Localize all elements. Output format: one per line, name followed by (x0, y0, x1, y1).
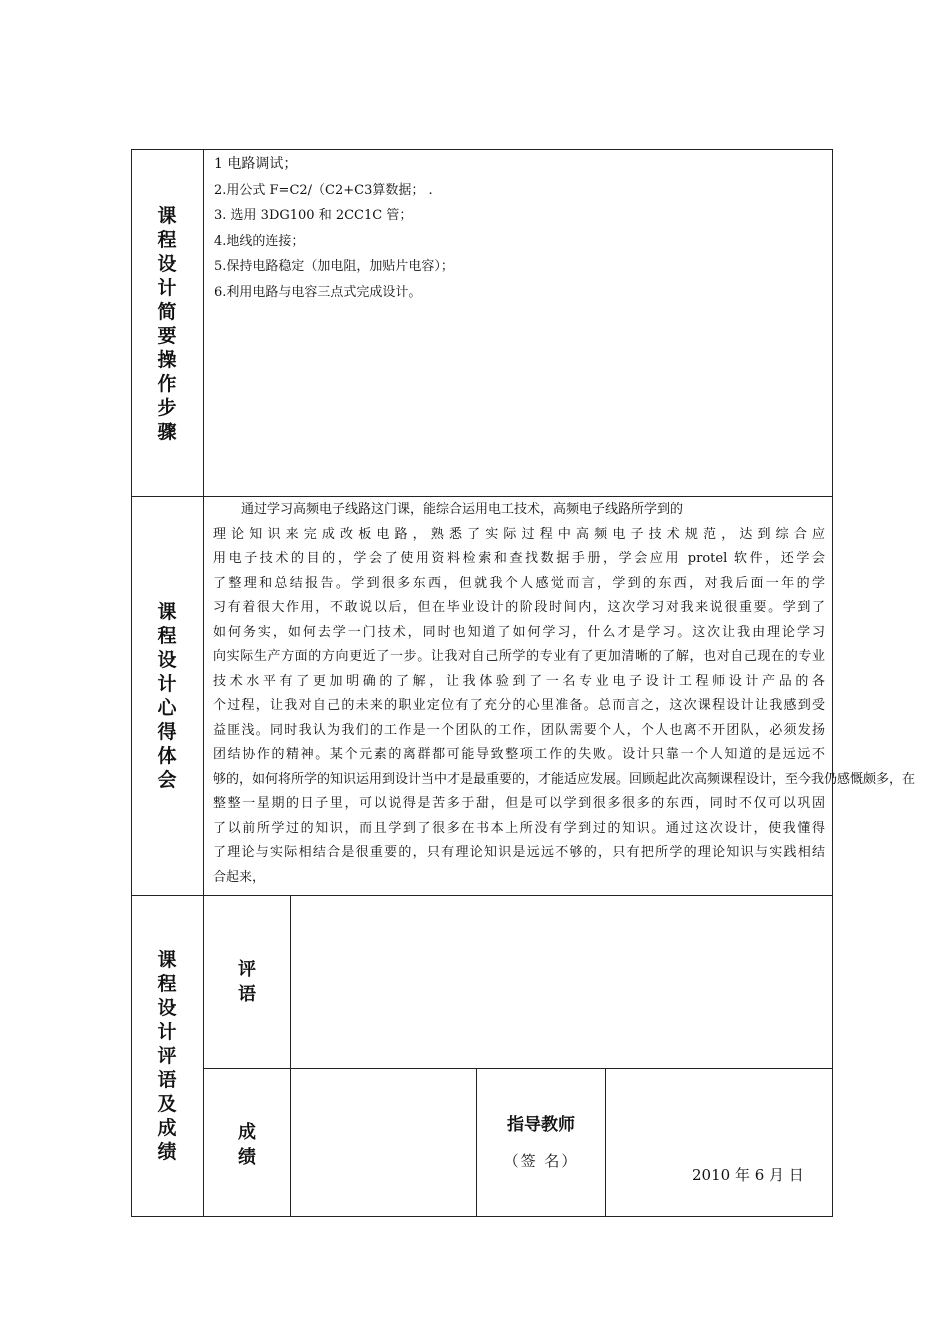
divider-label-column (203, 149, 204, 1217)
grade-label: 成 绩 (238, 1122, 256, 1168)
date-field: 2010 年 6 月 日 (692, 1166, 804, 1184)
reflection-line: 了以前所学过的知识，而且学到了很多在书本上所没有学到过的知识。通过这次设计，使我懂得 (213, 820, 825, 836)
evaluation-label-char: 成 (157, 1117, 177, 1139)
divider-teacher-left (476, 1068, 477, 1217)
teacher-label: 指导教师 (507, 1115, 575, 1135)
step-item: 5.保持电路稳定（加电阻，加贴片电容）； (214, 259, 454, 274)
reflection-line: 个过程，让我对自己的未来的职业定位有了充分的心里准备。总而言之，这次课程设计让我感到受 (213, 698, 825, 713)
comments-label: 评 语 (238, 959, 256, 1005)
evaluation-label-char: 绩 (157, 1141, 177, 1163)
divider-reflection-bottom (131, 895, 833, 896)
evaluation-label-char: 计 (157, 1021, 177, 1043)
reflection-label-char: 体 (157, 745, 177, 767)
divider-teacher-right (605, 1068, 606, 1217)
evaluation-label-char: 程 (157, 973, 177, 995)
reflection-section-label (155, 600, 179, 792)
step-item: 6.利用电路与电容三点式完成设计。 (214, 284, 422, 300)
steps-label-char: 作 (157, 373, 177, 395)
steps-label-char: 设 (157, 253, 177, 275)
evaluation-label-char: 课 (157, 949, 177, 971)
reflection-line: 益匪浅。同时我认为我们的工作是一个团队的工作，团队需要个人，个人也离不开团队，必须发扬 (213, 722, 825, 738)
reflection-label-char: 设 (157, 649, 177, 671)
reflection-line: 整整一星期的日子里，可以说得是苦多于甜，但是可以学到很多很多的东西，同时不仅可以巩固 (213, 796, 825, 811)
steps-label-char: 简 (157, 301, 177, 323)
reflection-line: 够的，如何将所学的知识运用到设计当中才是最重要的，才能适应发展。回顾起此次高频课程设计，至今我仍感慨颇多，在 (213, 771, 916, 787)
divider-steps-bottom (131, 496, 833, 497)
reflection-label-char: 程 (157, 625, 177, 647)
reflection-label-char: 课 (157, 601, 177, 623)
steps-label-char: 步 (157, 397, 177, 419)
steps-label-char: 操 (157, 349, 177, 371)
steps-section-label (155, 204, 179, 444)
reflection-label-char: 心 (157, 697, 177, 719)
reflection-line: 通过学习高频电子线路这门课，能综合运用电工技术，高频电子线路所学到的 (241, 502, 684, 517)
reflection-line: 习有着很大作用，不敢说以后，但在毕业设计的阶段时间内，这次学习对我来说很重要。学到了 (213, 600, 825, 615)
signature-note: （签 名） (503, 1152, 579, 1170)
reflection-label-char: 计 (157, 673, 177, 695)
evaluation-label-char: 评 (157, 1045, 177, 1067)
divider-comments-bottom (203, 1068, 833, 1069)
steps-label-char: 骤 (157, 421, 177, 443)
evaluation-label-char: 设 (157, 997, 177, 1019)
steps-label-char: 计 (157, 277, 177, 299)
step-item: 3. 选用 3DG100 和 2CC1C 管； (214, 208, 413, 223)
reflection-line: 理论知识来完成改板电路，熟悉了实际过程中高频电子技术规范，达到综合应 (213, 526, 825, 542)
reflection-line: 用电子技术的目的，学会了使用资料检索和查找数据手册，学会应用 protel 软件，还学会 (213, 551, 825, 566)
reflection-line: 了整理和总结报告。学到很多东西，但就我个人感觉而言，学到的东西，对我后面一年的学 (213, 575, 825, 591)
reflection-line: 合起来， (213, 869, 266, 885)
reflection-line: 向实际生产方面的方向更近了一步。让我对自己所学的专业有了更加清晰的了解，也对自己现在的专业 (213, 649, 825, 664)
steps-label-char: 课 (157, 205, 177, 227)
reflection-line: 了理论与实际相结合是很重要的，只有理论知识是远远不够的，只有把所学的理论知识与实践相结 (213, 845, 825, 860)
evaluation-section-label (155, 948, 179, 1164)
divider-eval-label-column (290, 895, 291, 1217)
reflection-line: 技术水平有了更加明确的了解，让我体验到了一名专业电子设计工程师设计产品的各 (213, 673, 825, 689)
operation-steps (214, 152, 814, 305)
steps-label-char: 程 (157, 229, 177, 251)
reflection-label-char: 会 (157, 769, 177, 791)
reflection-label-char: 得 (157, 721, 177, 743)
evaluation-label-char: 语 (157, 1069, 177, 1091)
step-item: 4.地线的连接； (214, 233, 305, 249)
step-item: 2.用公式 F=C2/（C2+C3算数据； . (214, 182, 433, 198)
reflection-text (213, 498, 916, 890)
reflection-line: 团结协作的精神。某个元素的离群都可能导致整项工作的失败。设计只靠一个人知道的是远远不 (213, 747, 825, 762)
step-item: 1 电路调试； (214, 156, 298, 172)
reflection-line: 如何务实，如何去学一门技术，同时也知道了如何学习，什么才是学习。这次让我由理论学习 (213, 624, 825, 640)
evaluation-label-char: 及 (157, 1093, 177, 1115)
steps-label-char: 要 (157, 325, 177, 347)
